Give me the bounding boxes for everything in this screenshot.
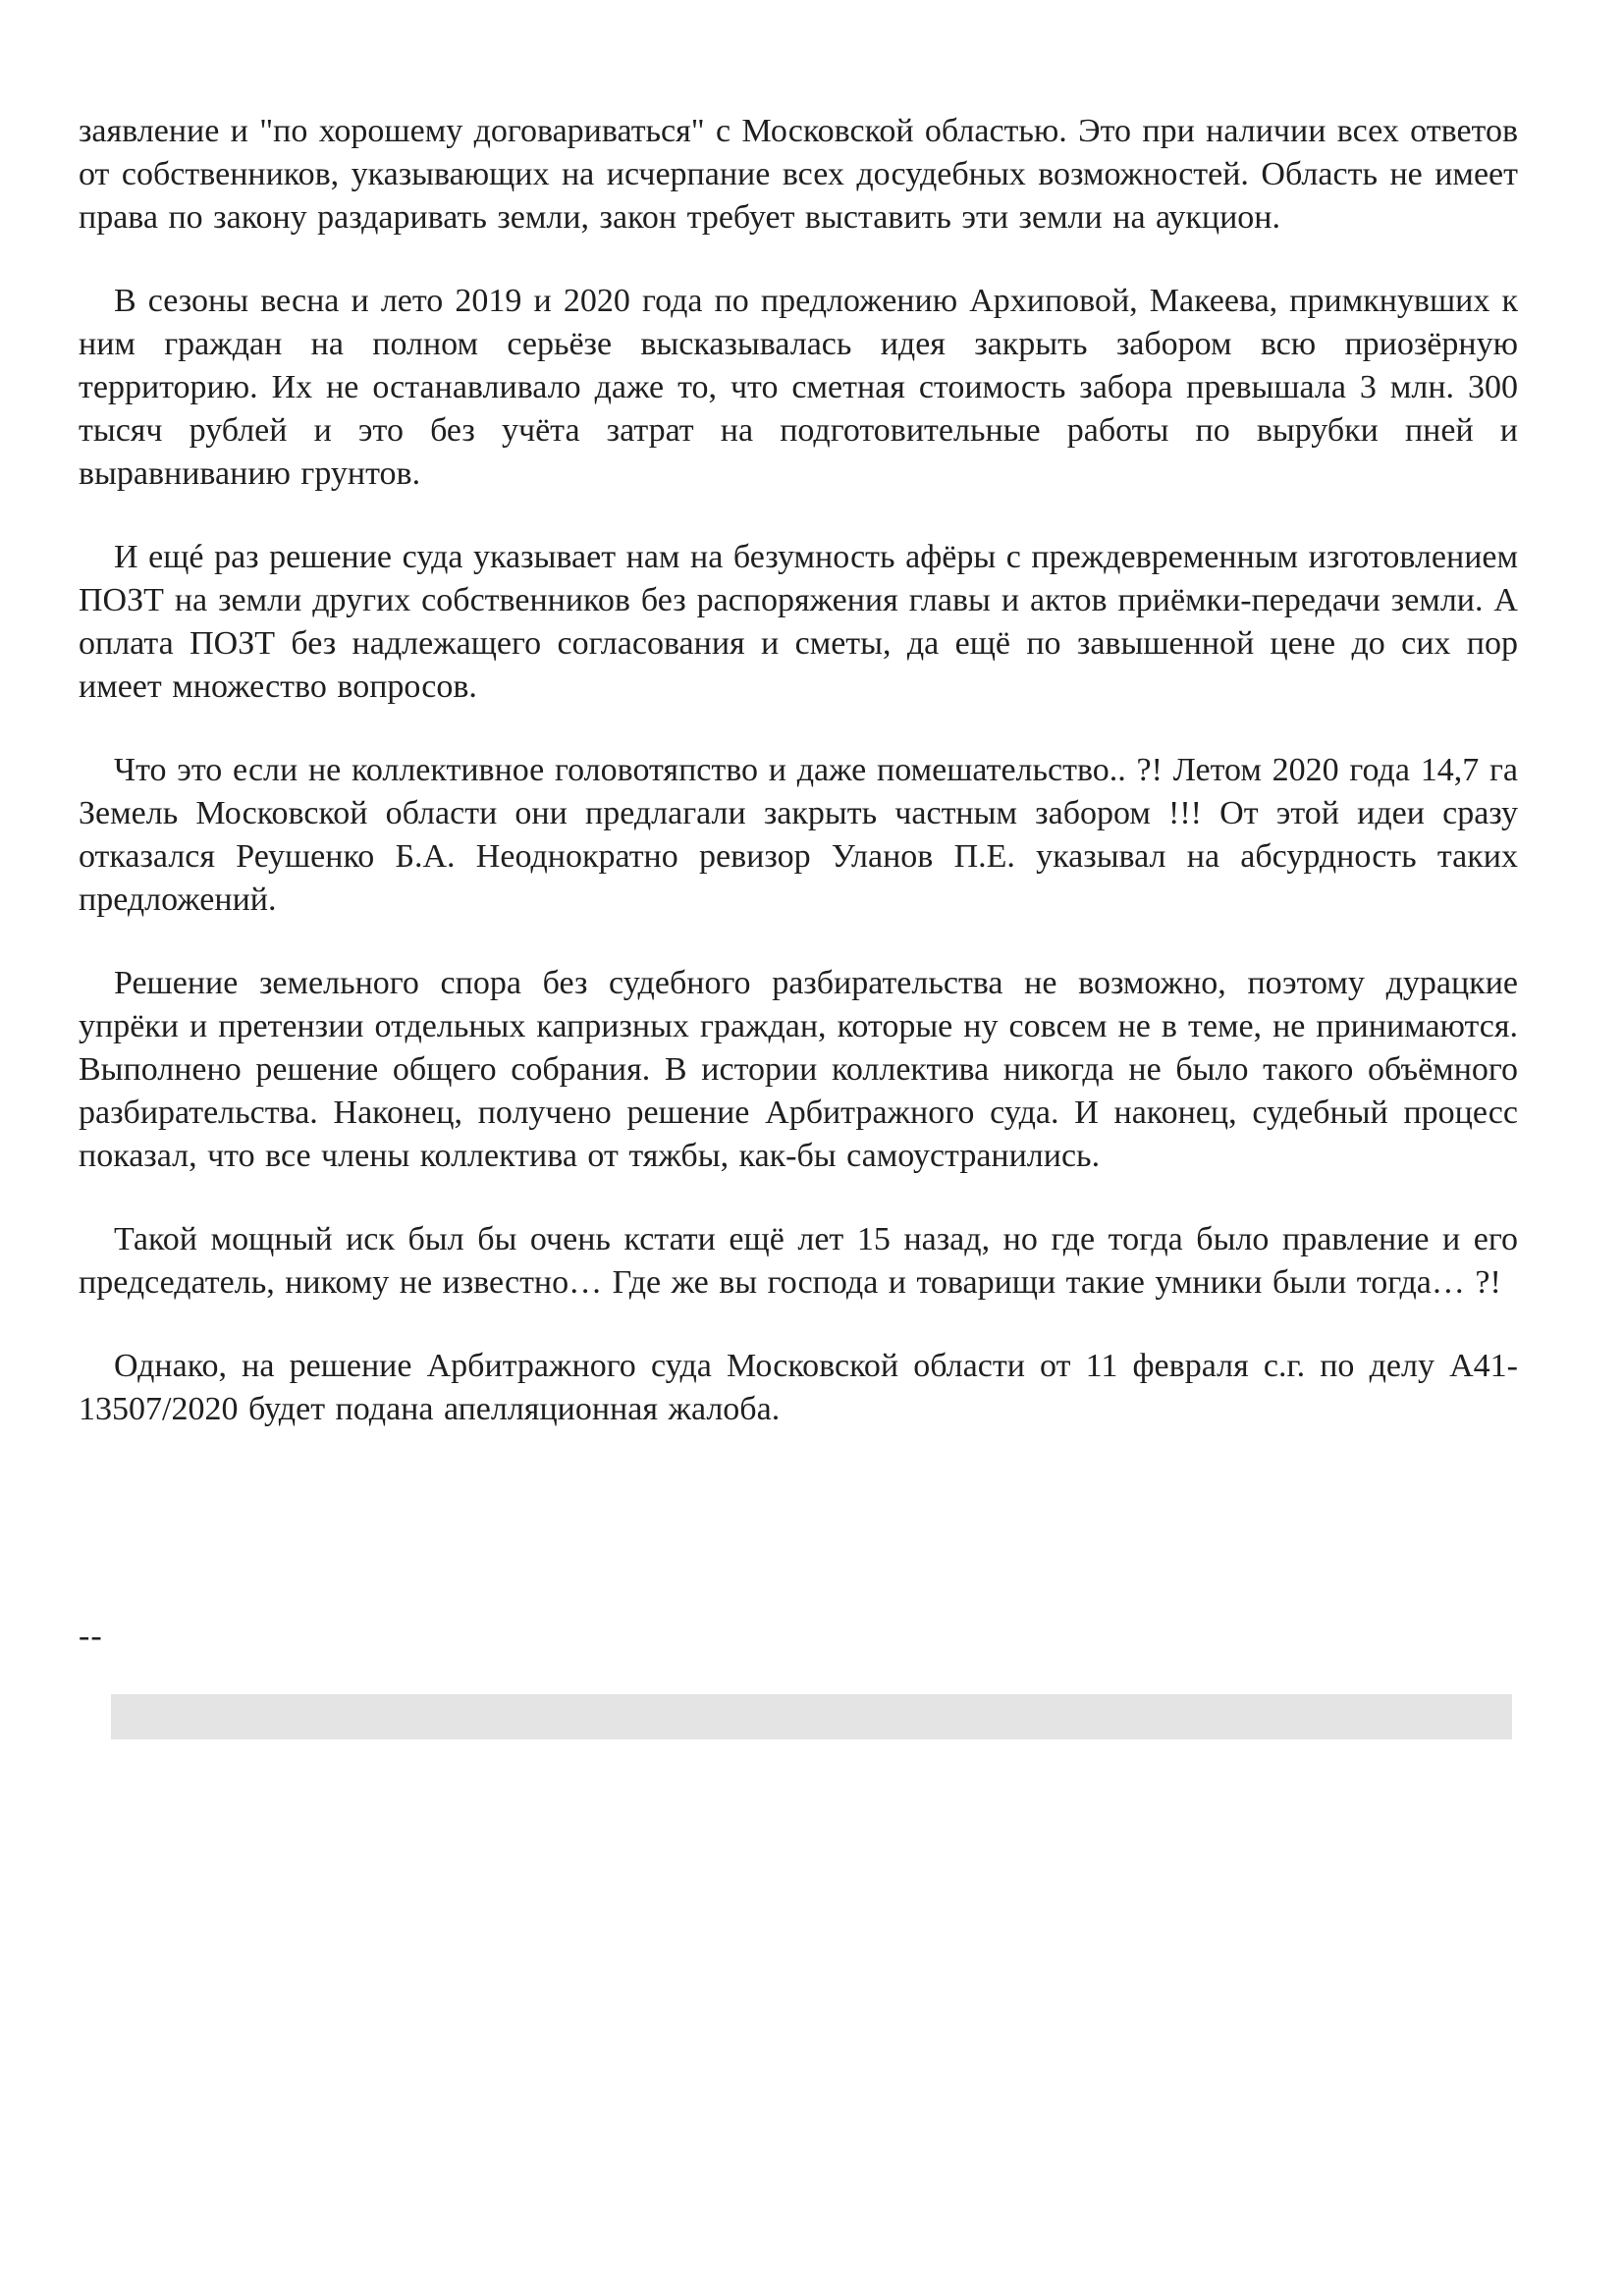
paragraph: Такой мощный иск был бы очень кстати ещё лет 15 назад, но где тогда было правление и его председатель, никому не известно… Где же вы господа и товарищи такие умники были тогда… ?! <box>79 1221 1518 1301</box>
paragraph: Однако, на решение Арбитражного суда Московской области от 11 февраля с.г. по делу А41-13507/2020 будет подана апелляционная жалоба. <box>79 1348 1518 1427</box>
paragraph: И ещé раз решение суда указывает нам на безумность афёры с преждевременным изготовлением ПОЗТ на земли других собственников без распоряжения главы и актов приёмки-передачи земли. А оплата ПОЗТ без надлежащего согласования и сметы, да ещё по завышенной цене до сих пор имеет множество вопросов. <box>79 539 1518 705</box>
paragraph: Решение земельного спора без судебного разбирательства не возможно, поэтому дурацкие упрёки и претензии отдельных капризных граждан, которые ну совсем не в теме, не принимаются. Выполнено решение общего собрания. В истории коллектива никогда не было такого объёмного разбирательства. Наконец, получено решение Арбитражного суда. И наконец, судебный процесс показал, что все члены коллектива от тяжбы, как-бы самоустранились. <box>79 965 1518 1174</box>
footer-highlight-bar <box>111 1694 1512 1739</box>
signature-dashes: -- <box>79 1618 103 1654</box>
text-block <box>79 110 1518 1471</box>
paragraph: Что это если не коллективное головотяпство и даже помешательство.. ?! Летом 2020 года 14,7 га Земель Московской области они предлагали закрыть частным забором !!! От этой идеи сразу отказался Реушенко Б.А. Неоднократно ревизор Уланов П.Е. указывал на абсурдность таких предложений. <box>79 752 1518 918</box>
paragraph: заявление и "по хорошему договариваться" с Московской областью. Это при наличии всех ответов от собственников, указывающих на исчерпание всех досудебных возможностей. Область не имеет права по закону раздаривать земли, закон требует выставить эти земли на аукцион. <box>79 113 1518 236</box>
paragraph: В сезоны весна и лето 2019 и 2020 года по предложению Архиповой, Макеева, примкнувших к ним граждан на полном серьёзе высказывалась идея закрыть забором всю приозёрную территорию. Их не останавливало даже то, что сметная стоимость забора превышала 3 млн. 300 тысяч рублей и это без учёта затрат на подготовительные работы по вырубки пней и выравниванию грунтов. <box>79 283 1518 492</box>
